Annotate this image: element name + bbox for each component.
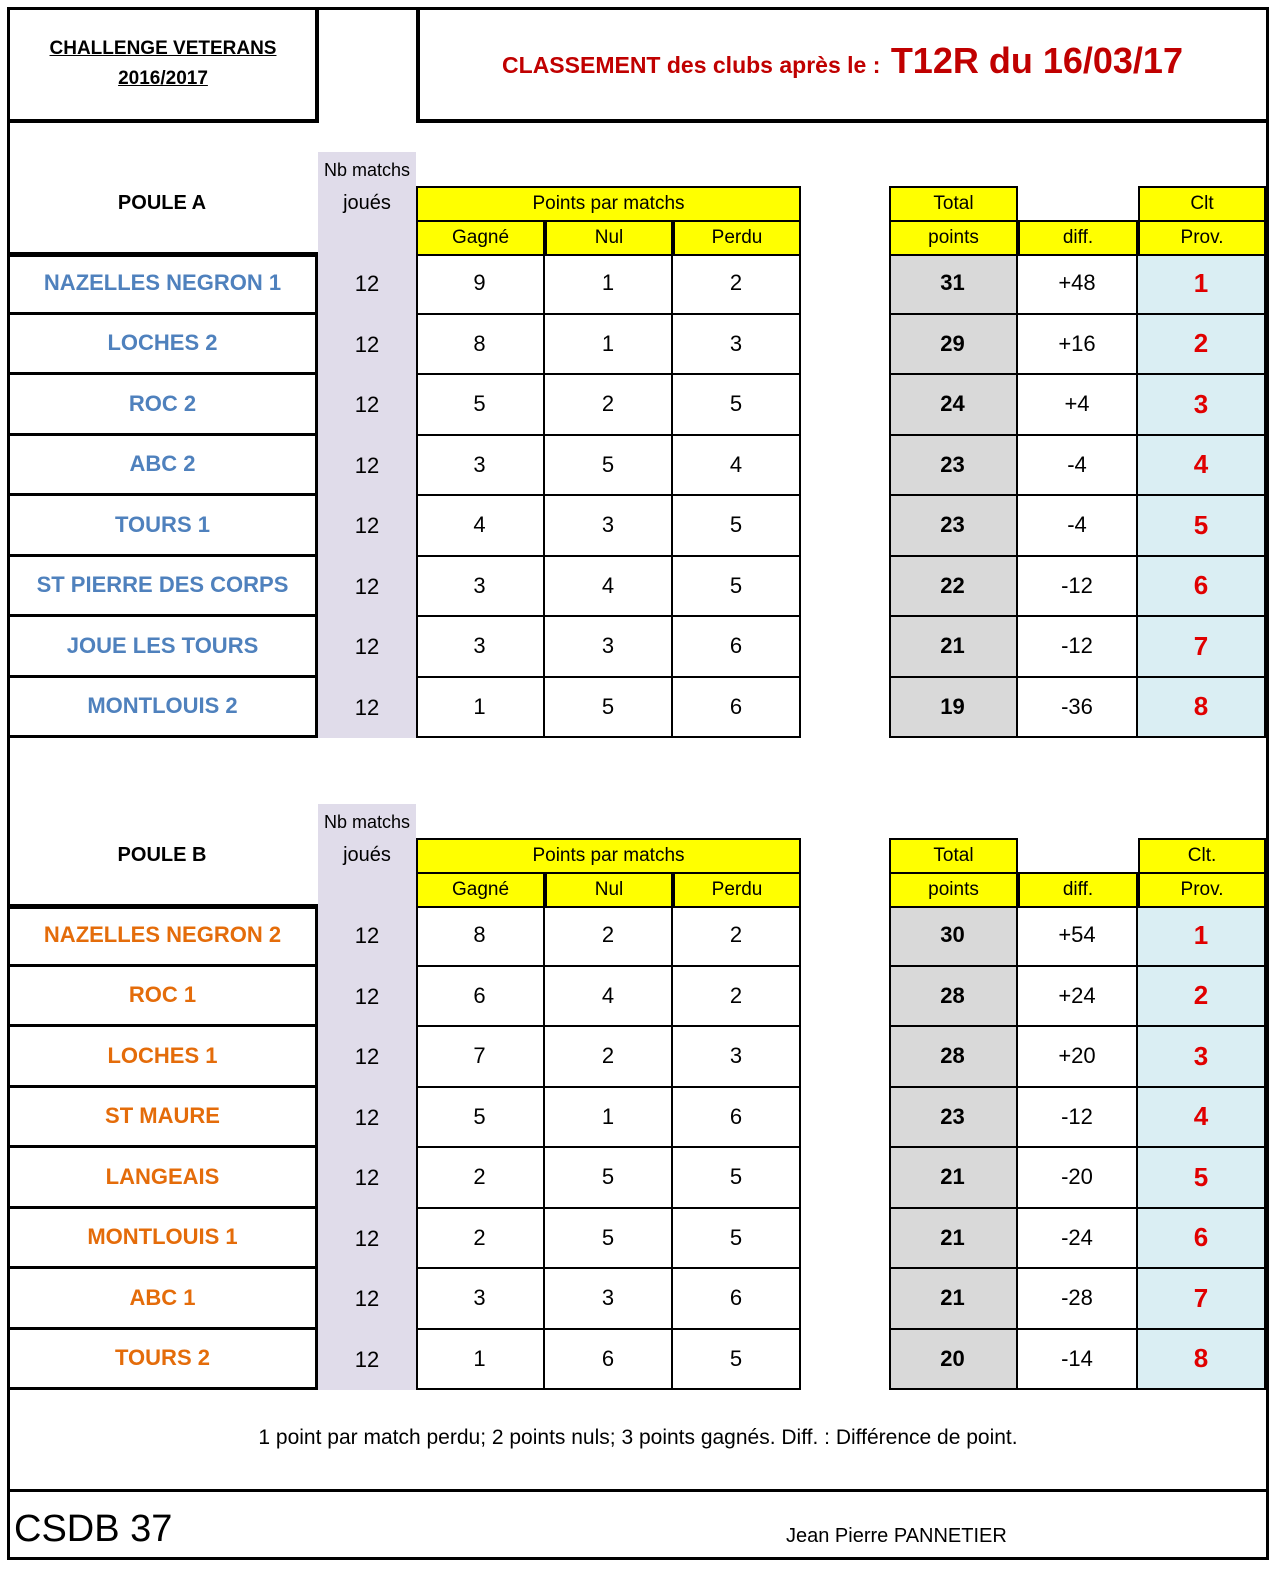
matches-played: 12: [354, 392, 380, 418]
team-name: ABC 1: [7, 1269, 318, 1330]
points-grid-border: [416, 254, 801, 738]
total-points: 20: [889, 1330, 1018, 1391]
matches-played: 12: [354, 923, 380, 949]
draws-cell: 1: [545, 1088, 673, 1149]
challenge-title: [7, 34, 319, 94]
challenge-line-2: 2016/2017: [118, 68, 208, 89]
points-par-matchs-header: Points par matchs: [416, 838, 801, 874]
total-points: 30: [889, 906, 1018, 967]
losses-cell: 5: [673, 496, 801, 557]
nb-matchs-header: Nb matchs: [323, 160, 411, 180]
wins-cell: 5: [416, 1088, 545, 1149]
provisional-rank: 2: [1138, 967, 1266, 1028]
team-name: MONTLOUIS 2: [7, 678, 318, 739]
draws-cell: 6: [545, 1330, 673, 1391]
totals-grid-border: [889, 906, 1266, 1390]
total-points: 21: [889, 1269, 1018, 1330]
team-name: ST MAURE: [7, 1088, 318, 1149]
challenge-line-1: CHALLENGE VETERANS: [49, 38, 277, 59]
header-total: Total: [889, 186, 1018, 222]
header-gagne: Gagné: [416, 220, 545, 256]
team-name: NAZELLES NEGRON 1: [7, 254, 318, 315]
matches-played: 12: [354, 1346, 380, 1372]
team-name: ST PIERRE DES CORPS: [7, 557, 318, 618]
joues-header: joués: [343, 844, 391, 866]
provisional-rank: 2: [1138, 315, 1266, 376]
footer-divider: [7, 1489, 1269, 1492]
losses-cell: 3: [673, 315, 801, 376]
matches-played: 12: [354, 513, 380, 539]
draws-cell: 4: [545, 967, 673, 1028]
provisional-rank: 6: [1138, 557, 1266, 618]
provisional-rank: 8: [1138, 678, 1266, 739]
wins-cell: 9: [416, 254, 545, 315]
point-difference: -20: [1018, 1148, 1138, 1209]
provisional-rank: 4: [1138, 436, 1266, 497]
header-clt: Clt: [1138, 186, 1266, 222]
header-nul: Nul: [545, 872, 673, 908]
draws-cell: 1: [545, 254, 673, 315]
poule-label: POULE B: [117, 844, 207, 866]
provisional-rank: 7: [1138, 617, 1266, 678]
draws-cell: 5: [545, 678, 673, 739]
provisional-rank: 7: [1138, 1269, 1266, 1330]
losses-cell: 6: [673, 1088, 801, 1149]
total-points: 29: [889, 315, 1018, 376]
provisional-rank: 1: [1138, 906, 1266, 967]
wins-cell: 3: [416, 1269, 545, 1330]
total-points: 21: [889, 1209, 1018, 1270]
losses-cell: 5: [673, 1148, 801, 1209]
team-column-border: [7, 254, 318, 738]
header-gagne: Gagné: [416, 872, 545, 908]
draws-cell: 2: [545, 906, 673, 967]
losses-cell: 6: [673, 617, 801, 678]
wins-cell: 8: [416, 906, 545, 967]
matches-played: 12: [354, 983, 380, 1009]
point-difference: +54: [1018, 906, 1138, 967]
provisional-rank: 5: [1138, 1148, 1266, 1209]
nb-matchs-header: Nb matchs: [323, 812, 411, 832]
author-name: Jean Pierre PANNETIER: [786, 1525, 1007, 1547]
draws-cell: 5: [545, 436, 673, 497]
provisional-rank: 4: [1138, 1088, 1266, 1149]
page-title: [416, 40, 1269, 82]
team-name: ROC 1: [7, 967, 318, 1028]
provisional-rank: 6: [1138, 1209, 1266, 1270]
header-prov: Prov.: [1138, 872, 1266, 908]
team-name: LANGEAIS: [7, 1148, 318, 1209]
point-difference: +24: [1018, 967, 1138, 1028]
point-difference: +16: [1018, 315, 1138, 376]
poule-label: POULE A: [117, 192, 207, 214]
draws-cell: 5: [545, 1148, 673, 1209]
provisional-rank: 3: [1138, 1027, 1266, 1088]
draws-cell: 2: [545, 1027, 673, 1088]
draws-cell: 2: [545, 375, 673, 436]
matches-played: 12: [354, 634, 380, 660]
point-difference: -28: [1018, 1269, 1138, 1330]
point-difference: +48: [1018, 254, 1138, 315]
joues-header: joués: [343, 192, 391, 214]
total-points: 23: [889, 1088, 1018, 1149]
wins-cell: 3: [416, 617, 545, 678]
matches-played: 12: [354, 1104, 380, 1130]
header-clt: Clt.: [1138, 838, 1266, 874]
provisional-rank: 5: [1138, 496, 1266, 557]
wins-cell: 2: [416, 1148, 545, 1209]
losses-cell: 2: [673, 906, 801, 967]
matches-played: 12: [354, 573, 380, 599]
wins-cell: 1: [416, 1330, 545, 1391]
matches-played: 12: [354, 1225, 380, 1251]
header-points: points: [889, 872, 1018, 908]
provisional-rank: 3: [1138, 375, 1266, 436]
team-name: ROC 2: [7, 375, 318, 436]
losses-cell: 3: [673, 1027, 801, 1088]
total-points: 23: [889, 436, 1018, 497]
total-points: 19: [889, 678, 1018, 739]
losses-cell: 5: [673, 1330, 801, 1391]
totals-grid-border: [889, 254, 1266, 738]
team-column-border: [7, 906, 318, 1390]
wins-cell: 8: [416, 315, 545, 376]
wins-cell: 2: [416, 1209, 545, 1270]
losses-cell: 5: [673, 557, 801, 618]
header-diff: diff.: [1018, 220, 1138, 256]
point-difference: -12: [1018, 1088, 1138, 1149]
title-part-1: CLASSEMENT des clubs après le :: [502, 52, 881, 78]
header-diff: diff.: [1018, 872, 1138, 908]
team-name: JOUE LES TOURS: [7, 617, 318, 678]
provisional-rank: 8: [1138, 1330, 1266, 1391]
wins-cell: 1: [416, 678, 545, 739]
total-points: 31: [889, 254, 1018, 315]
draws-cell: 3: [545, 1269, 673, 1330]
wins-cell: 3: [416, 436, 545, 497]
losses-cell: 6: [673, 1269, 801, 1330]
point-difference: -4: [1018, 436, 1138, 497]
total-points: 28: [889, 967, 1018, 1028]
header-perdu: Perdu: [673, 220, 801, 256]
title-part-2: T12R du 16/03/17: [890, 40, 1183, 81]
header-nul: Nul: [545, 220, 673, 256]
scoring-note: 1 point par match perdu; 2 points nuls; 3 points gagnés. Diff. : Différence de point.: [258, 1426, 1018, 1449]
point-difference: -12: [1018, 557, 1138, 618]
team-name: LOCHES 1: [7, 1027, 318, 1088]
losses-cell: 6: [673, 678, 801, 739]
team-name: TOURS 2: [7, 1330, 318, 1391]
header-perdu: Perdu: [673, 872, 801, 908]
losses-cell: 5: [673, 375, 801, 436]
team-name: NAZELLES NEGRON 2: [7, 906, 318, 967]
provisional-rank: 1: [1138, 254, 1266, 315]
matches-played: 12: [354, 1165, 380, 1191]
point-difference: -24: [1018, 1209, 1138, 1270]
wins-cell: 5: [416, 375, 545, 436]
matches-played: 12: [354, 694, 380, 720]
losses-cell: 5: [673, 1209, 801, 1270]
header-prov: Prov.: [1138, 220, 1266, 256]
point-difference: -4: [1018, 496, 1138, 557]
matches-played: 12: [354, 271, 380, 297]
point-difference: -36: [1018, 678, 1138, 739]
total-points: 22: [889, 557, 1018, 618]
wins-cell: 4: [416, 496, 545, 557]
total-points: 24: [889, 375, 1018, 436]
matches-played: 12: [354, 1286, 380, 1312]
total-points: 21: [889, 1148, 1018, 1209]
draws-cell: 4: [545, 557, 673, 618]
draws-cell: 3: [545, 496, 673, 557]
wins-cell: 3: [416, 557, 545, 618]
point-difference: +4: [1018, 375, 1138, 436]
total-points: 28: [889, 1027, 1018, 1088]
draws-cell: 5: [545, 1209, 673, 1270]
matches-played: 12: [354, 331, 380, 357]
team-name: MONTLOUIS 1: [7, 1209, 318, 1270]
matches-played: 12: [354, 1044, 380, 1070]
point-difference: +20: [1018, 1027, 1138, 1088]
total-points: 21: [889, 617, 1018, 678]
team-name: TOURS 1: [7, 496, 318, 557]
team-name: ABC 2: [7, 436, 318, 497]
total-points: 23: [889, 496, 1018, 557]
losses-cell: 4: [673, 436, 801, 497]
matches-played: 12: [354, 452, 380, 478]
wins-cell: 6: [416, 967, 545, 1028]
wins-cell: 7: [416, 1027, 545, 1088]
draws-cell: 1: [545, 315, 673, 376]
point-difference: -12: [1018, 617, 1138, 678]
losses-cell: 2: [673, 967, 801, 1028]
team-name: LOCHES 2: [7, 315, 318, 376]
organization-name: CSDB 37: [14, 1508, 173, 1550]
point-difference: -14: [1018, 1330, 1138, 1391]
draws-cell: 3: [545, 617, 673, 678]
losses-cell: 2: [673, 254, 801, 315]
points-grid-border: [416, 906, 801, 1390]
header-points: points: [889, 220, 1018, 256]
header-total: Total: [889, 838, 1018, 874]
points-par-matchs-header: Points par matchs: [416, 186, 801, 222]
